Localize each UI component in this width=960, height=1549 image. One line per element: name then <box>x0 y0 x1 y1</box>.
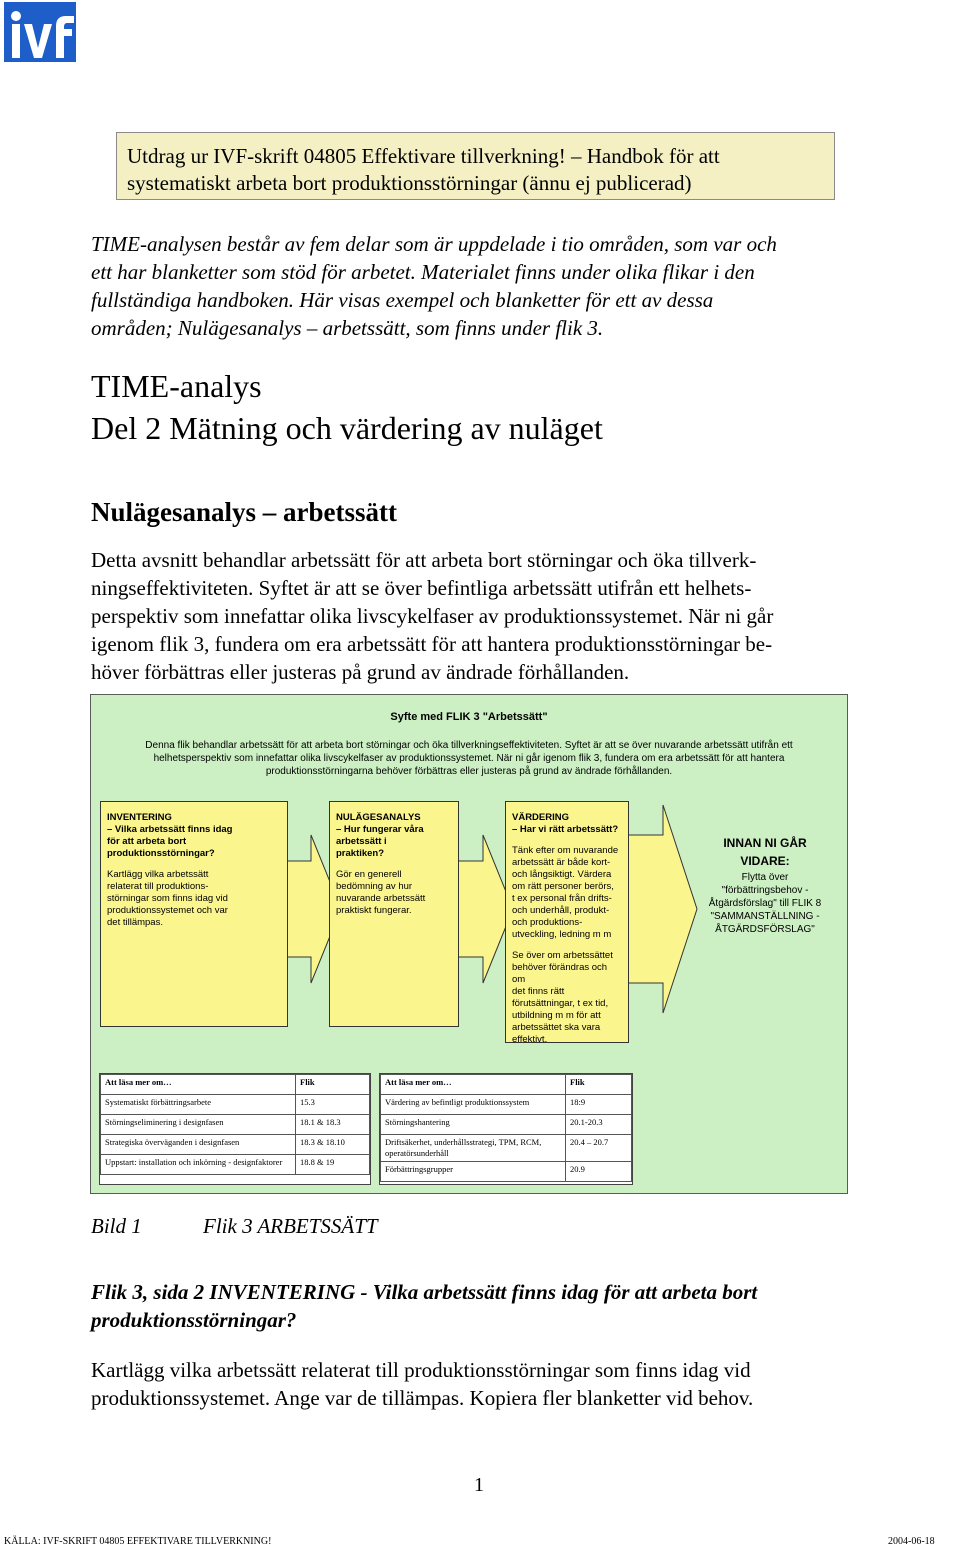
table-header: Att läsa mer om… <box>381 1075 566 1095</box>
flik-body-line: produktionssystemet. Ange var de tillämpas. Kopiera fler blanketter vid behov. <box>91 1386 754 1410</box>
box-text: bedömning av hur <box>336 881 413 892</box>
section-paragraph <box>91 546 871 686</box>
reference-table-right <box>379 1073 633 1185</box>
box-text: Tänk efter om nuvarande <box>512 845 619 856</box>
page-subtitle: Del 2 Mätning och värdering av nuläget <box>91 410 603 446</box>
table-cell: 20.4 – 20.7 <box>566 1135 632 1162</box>
intro-line: områden; Nulägesanalys – arbetssätt, som finns under flik 3. <box>91 316 604 340</box>
box-text: Se över om arbetssättet <box>512 950 613 961</box>
box-heading: – Hur fungerar våra <box>336 824 424 835</box>
next-text: ÅTGÄRDSFÖRSLAG" <box>715 924 815 935</box>
table-row <box>101 1095 370 1115</box>
box-heading: produktionsstörningar? <box>107 848 215 859</box>
table-cell: Strategiska överväganden i designfasen <box>101 1135 296 1155</box>
table-cell: 20.1-20.3 <box>566 1115 632 1135</box>
flik-heading-line: Flik 3, sida 2 INVENTERING - Vilka arbetssätt finns idag för att arbeta bort <box>91 1280 758 1304</box>
intro-line: ett har blanketter som stöd för arbetet. Materialet finns under olika flikar i den <box>91 260 755 284</box>
box-text: utveckling, ledning m m <box>512 929 612 940</box>
page-title: TIME-analys <box>91 368 262 404</box>
box-heading: VÄRDERING <box>512 812 570 823</box>
table-row <box>101 1115 370 1135</box>
table-cell: Störningseliminering i designfasen <box>101 1115 296 1135</box>
diagram-intro-line: produktionsstörningarna behöver förbättras eller justeras på grund av ändrade förhållanden. <box>265 766 673 777</box>
box-text: och långsiktigt. Värdera <box>512 869 612 880</box>
next-steps-text <box>695 835 835 936</box>
diagram-title: Syfte med FLIK 3 "Arbetssätt" <box>390 711 548 723</box>
reference-table-left <box>99 1073 371 1185</box>
flik-paragraph <box>91 1356 881 1412</box>
section-line: igenom flik 3, fundera om era arbetssätt för att hantera produktionsstörningar be- <box>91 632 773 656</box>
flik-heading-line: produktionsstörningar? <box>91 1308 297 1332</box>
box-text: relaterat till produktions- <box>107 881 209 892</box>
next-text: Åtgärdsförslag" till FLIK 8 <box>708 898 822 909</box>
page-number: 1 <box>474 1474 484 1496</box>
box-text: och produktions- <box>512 917 583 928</box>
nulagesanalys-box <box>329 801 459 1027</box>
box-text: Gör en generell <box>336 869 402 880</box>
box-text: utbildning m m för att <box>512 1010 601 1021</box>
table-cell: Förbättringsgrupper <box>381 1162 566 1182</box>
table-cell: 18.8 & 19 <box>296 1155 370 1175</box>
header-line-2: systematiskt arbeta bort produktionsstörningar (ännu ej publicerad) <box>127 171 692 195</box>
box-text: Kartlägg vilka arbetssätt <box>107 869 209 880</box>
table-cell: 15.3 <box>296 1095 370 1115</box>
next-text: Flytta över <box>741 872 789 883</box>
table-row <box>381 1135 632 1162</box>
table-header: Flik <box>566 1075 632 1095</box>
next-heading: VIDARE: <box>740 854 790 868</box>
table-cell: Uppstart: installation och inkörning - designfaktorer <box>101 1155 296 1175</box>
vardering-box <box>505 801 629 1043</box>
table-cell: 18.1 & 18.3 <box>296 1115 370 1135</box>
box-text: produktionssystemet och var <box>107 905 228 916</box>
table-row <box>101 1155 370 1175</box>
footer-date: 2004-06-18 <box>888 1536 935 1547</box>
box-text: nuvarande arbetssätt <box>336 893 426 904</box>
table-cell: 20.9 <box>566 1162 632 1182</box>
table-row <box>381 1162 632 1182</box>
table-header: Flik <box>296 1075 370 1095</box>
box-text: arbetssätt är både kort- <box>512 857 611 868</box>
box-text: om rätt personer berörs, <box>512 881 614 892</box>
table-cell: Störningshantering <box>381 1115 566 1135</box>
arrow-right-icon <box>627 805 697 1013</box>
table-header: Att läsa mer om… <box>101 1075 296 1095</box>
box-heading: NULÄGESANALYS <box>336 812 421 823</box>
section-line: perspektiv som innefattar olika livscykelfaser av produktionssystemet. När ni går <box>91 604 774 628</box>
section-line: ningseffektiviteten. Syftet är att se över befintliga arbetssätt utifrån ett helhets- <box>91 576 752 600</box>
box-heading: arbetssätt i <box>336 836 387 847</box>
ivf-logo-icon <box>4 2 76 62</box>
box-text: det finns rätt <box>512 986 565 997</box>
excerpt-header-box <box>116 132 835 200</box>
box-heading: INVENTERING <box>107 812 172 823</box>
box-heading: – Har vi rätt arbetssätt? <box>512 824 619 835</box>
box-heading: för att arbeta bort <box>107 836 187 847</box>
figure-caption-title: Flik 3 ARBETSSÄTT <box>203 1214 378 1238</box>
footer-source: KÄLLA: IVF-SKRIFT 04805 EFFEKTIVARE TILLVERKNING! <box>4 1536 272 1547</box>
inventering-box <box>100 801 288 1027</box>
box-text: och underhåll, produkt- <box>512 905 610 916</box>
box-text: arbetssättet ska vara <box>512 1022 601 1033</box>
table-row <box>101 1135 370 1155</box>
box-text: effektivt. <box>512 1034 548 1045</box>
table-cell: Värdering av befintligt produktionssystem <box>381 1095 566 1115</box>
table-row <box>381 1115 632 1135</box>
section-line: Detta avsnitt behandlar arbetssätt för att arbeta bort störningar och öka tillverk- <box>91 548 757 572</box>
flik3-diagram <box>90 694 848 1194</box>
box-text: förutsättningar, t ex tid, <box>512 998 609 1009</box>
box-text: behöver förändras och om <box>512 962 608 985</box>
next-text: "SAMMANSTÄLLNING - <box>710 911 820 922</box>
box-text: praktiskt fungerar. <box>336 905 412 916</box>
ivf-logo <box>4 2 76 62</box>
table-cell: 18.3 & 18.10 <box>296 1135 370 1155</box>
box-text: störningar som finns idag vid <box>107 893 228 904</box>
diagram-intro-line: helhetsperspektiv som innefattar olika livscykelfaser av produktionssystemet. När ni går igenom flik 3, fundera om era arbetssätt för att hantera <box>153 753 785 764</box>
table-cell: Systematiskt förbättringsarbete <box>101 1095 296 1115</box>
section-heading: Nulägesanalys – arbetssätt <box>91 497 398 527</box>
figure-caption-number: Bild 1 <box>91 1214 142 1238</box>
box-heading: praktiken? <box>336 848 385 859</box>
table-cell: 18:9 <box>566 1095 632 1115</box>
box-text: det tillämpas. <box>107 917 163 928</box>
next-heading: INNAN NI GÅR <box>723 836 807 850</box>
diagram-intro-line: Denna flik behandlar arbetssätt för att arbeta bort störningar och öka tillverkningseffektiviteten. Syftet är att se över nuvarande arbetssätt utifrån ett <box>145 740 793 751</box>
box-text: t ex personal från drifts- <box>512 893 612 904</box>
intro-line: fullständiga handboken. Här visas exempel och blanketter för ett av dessa <box>91 288 714 312</box>
section-line: höver förbättras eller justeras på grund av ändrade förhållanden. <box>91 660 630 684</box>
table-cell: Driftsäkerhet, underhållsstrategi, TPM, RCM, operatörsunderhåll <box>381 1135 566 1162</box>
box-heading: – Vilka arbetssätt finns idag <box>107 824 233 835</box>
table-row <box>381 1095 632 1115</box>
flik-body-line: Kartlägg vilka arbetssätt relaterat till produktionsstörningar som finns idag vid <box>91 1358 751 1382</box>
header-line-1: Utdrag ur IVF-skrift 04805 Effektivare tillverkning! – Handbok för att <box>127 144 720 168</box>
next-text: "förbättringsbehov - <box>721 885 809 896</box>
flik-heading <box>91 1278 881 1334</box>
intro-paragraph <box>91 230 881 342</box>
intro-line: TIME-analysen består av fem delar som är uppdelade i tio områden, som var och <box>91 232 777 256</box>
